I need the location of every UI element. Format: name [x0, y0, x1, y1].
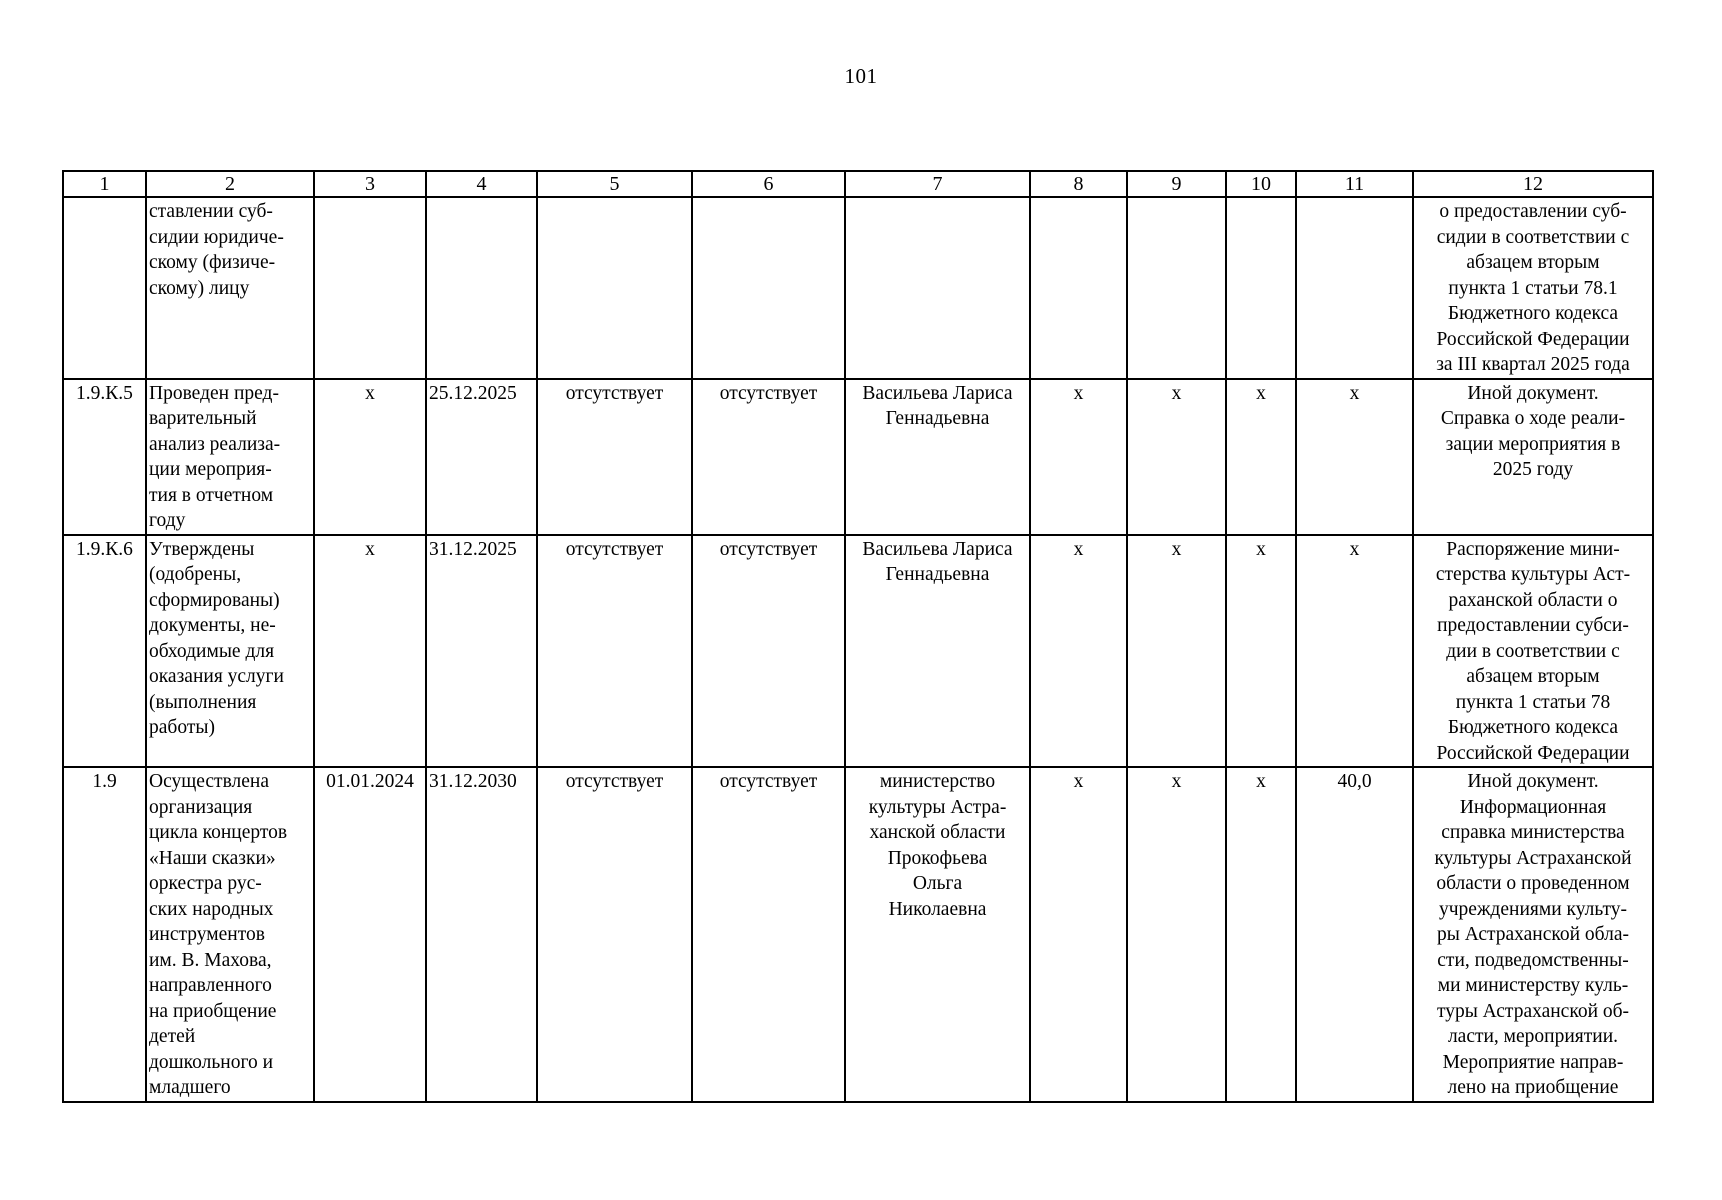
cell-start-date: [314, 197, 426, 379]
header-cell: 9: [1127, 171, 1226, 197]
table-row: [63, 197, 1653, 379]
cell-col5: [537, 197, 692, 379]
cell-col6: [692, 197, 845, 379]
cell-document: о предоставлении суб- сидии в соответствии с абзацем вторым пункта 1 статьи 78.1 Бюджетного кодекса Российской Федерации за III квартал 2025 года: [1413, 197, 1653, 379]
cell-code: 1.9.К.5: [63, 379, 146, 535]
header-cell: 6: [692, 171, 845, 197]
plan-table: [62, 170, 1654, 1103]
cell-col11: x: [1296, 379, 1413, 535]
cell-col5: отсутствует: [537, 535, 692, 768]
table-row: [63, 767, 1653, 1102]
cell-end-date: 31.12.2030: [426, 767, 537, 1102]
header-cell: 8: [1030, 171, 1127, 197]
header-cell: 4: [426, 171, 537, 197]
cell-col10: x: [1226, 767, 1296, 1102]
cell-col9: x: [1127, 535, 1226, 768]
header-cell: 2: [146, 171, 314, 197]
cell-start-date: 01.01.2024: [314, 767, 426, 1102]
cell-code: 1.9.К.6: [63, 535, 146, 768]
cell-col11: 40,0: [1296, 767, 1413, 1102]
cell-document: Иной документ. Информационная справка министерства культуры Астраханской области о проведенном учреждениями культу- ры Астраханской обла- сти, подведомственны- ми министерству куль- туры Астраханской об- ласти, мероприятии. Мероприятие направ- лено на приобщение: [1413, 767, 1653, 1102]
header-cell: 5: [537, 171, 692, 197]
cell-col11: [1296, 197, 1413, 379]
table-row: [63, 379, 1653, 535]
cell-responsible: [845, 197, 1030, 379]
header-cell: 3: [314, 171, 426, 197]
cell-col5: отсутствует: [537, 379, 692, 535]
cell-col10: x: [1226, 379, 1296, 535]
header-cell: 7: [845, 171, 1030, 197]
cell-col9: x: [1127, 379, 1226, 535]
cell-col8: x: [1030, 379, 1127, 535]
cell-start-date: x: [314, 535, 426, 768]
cell-event: Утверждены (одобрены, сформированы) документы, не- обходимые для оказания услуги (выполнения работы): [146, 535, 314, 768]
header-cell: 12: [1413, 171, 1653, 197]
cell-responsible: Васильева Лариса Геннадьевна: [845, 535, 1030, 768]
cell-col8: x: [1030, 767, 1127, 1102]
table-row: [63, 535, 1653, 768]
cell-event: ставлении суб- сидии юридиче- скому (физиче- скому) лицу: [146, 197, 314, 379]
cell-event: Осуществлена организация цикла концертов «Наши сказки» оркестра рус- ских народных инструментов им. В. Махова, направленного на приобщение детей дошкольного и младшего: [146, 767, 314, 1102]
cell-end-date: 25.12.2025: [426, 379, 537, 535]
cell-start-date: x: [314, 379, 426, 535]
cell-end-date: [426, 197, 537, 379]
cell-col11: x: [1296, 535, 1413, 768]
cell-responsible: Васильева Лариса Геннадьевна: [845, 379, 1030, 535]
cell-code: 1.9: [63, 767, 146, 1102]
cell-document: Иной документ. Справка о ходе реали- зации мероприятия в 2025 году: [1413, 379, 1653, 535]
cell-code: [63, 197, 146, 379]
cell-event: Проведен пред- варительный анализ реализа- ции мероприя- тия в отчетном году: [146, 379, 314, 535]
header-cell: 11: [1296, 171, 1413, 197]
cell-col5: отсутствует: [537, 767, 692, 1102]
cell-col10: [1226, 197, 1296, 379]
cell-col10: x: [1226, 535, 1296, 768]
cell-col9: x: [1127, 767, 1226, 1102]
cell-document: Распоряжение мини- стерства культуры Аст- раханской области о предоставлении субси- дии в соответствии с абзацем вторым пункта 1 статьи 78 Бюджетного кодекса Российской Федерации: [1413, 535, 1653, 768]
cell-col6: отсутствует: [692, 767, 845, 1102]
cell-col8: [1030, 197, 1127, 379]
header-cell: 10: [1226, 171, 1296, 197]
header-cell: 1: [63, 171, 146, 197]
cell-end-date: 31.12.2025: [426, 535, 537, 768]
page-number: 101: [844, 64, 878, 88]
cell-responsible: министерство культуры Астра- ханской области Прокофьева Ольга Николаевна: [845, 767, 1030, 1102]
header-row: [63, 171, 1653, 197]
cell-col6: отсутствует: [692, 535, 845, 768]
cell-col9: [1127, 197, 1226, 379]
cell-col6: отсутствует: [692, 379, 845, 535]
cell-col8: x: [1030, 535, 1127, 768]
